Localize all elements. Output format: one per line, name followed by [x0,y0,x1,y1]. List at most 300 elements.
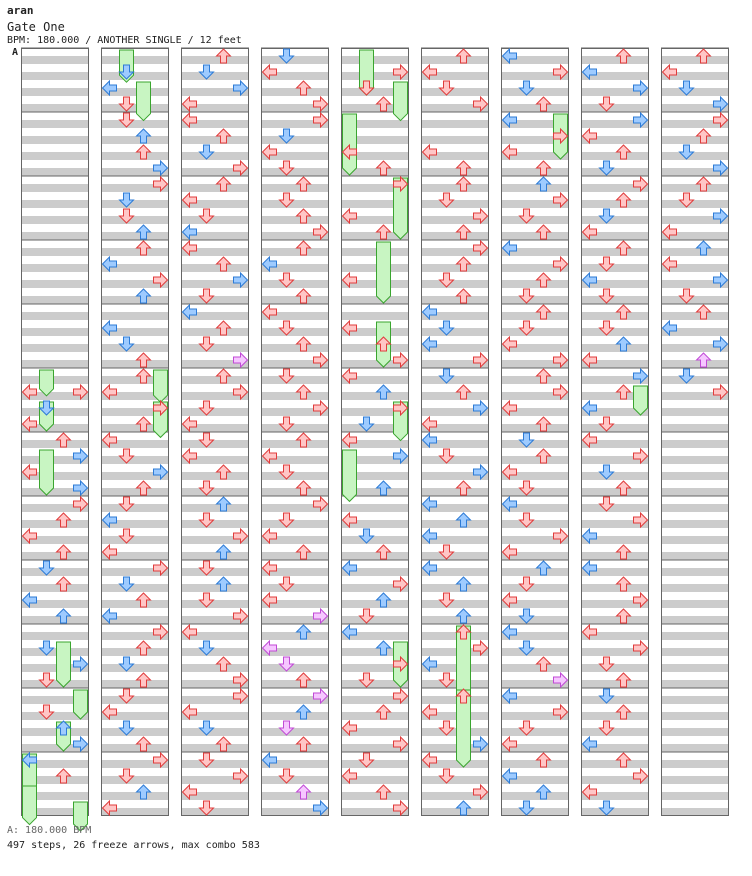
measure [661,304,729,368]
beat-stripe [341,312,409,320]
beat-stripe [181,136,249,144]
beat-stripe [261,584,329,592]
beat-stripe [581,504,649,512]
beat-stripe [101,648,169,656]
freeze-arrow [377,242,391,303]
beat-stripe [101,344,169,352]
beat-stripe [501,648,569,656]
beat-stripe [21,232,89,240]
beat-stripe [101,136,169,144]
beat-stripe [261,168,329,176]
measure [101,304,169,368]
beat-stripe [661,376,729,384]
beat-stripe [101,792,169,800]
beat-stripe [21,184,89,192]
beat-stripe [661,408,729,416]
beat-stripe [421,600,489,608]
beat-stripe [341,536,409,544]
beat-stripe [661,360,729,368]
beat-stripe [661,504,729,512]
beat-stripe [341,600,409,608]
beat-stripe [101,232,169,240]
beat-stripe [181,664,249,672]
bpm-legend: A: 180.000 BPM [7,825,92,836]
beat-stripe [101,104,169,112]
freeze-body [343,450,357,501]
beat-stripe [501,616,569,624]
beat-stripe [661,584,729,592]
beat-stripe [661,520,729,528]
beat-stripe [501,232,569,240]
beat-stripe [501,792,569,800]
beat-stripe [421,168,489,176]
beat-stripe [181,488,249,496]
beat-stripe [261,424,329,432]
beat-stripe [581,344,649,352]
freeze-body [154,370,168,402]
beat-stripe [21,376,89,384]
beat-stripe [661,600,729,608]
beat-stripe [501,184,569,192]
measure [101,240,169,304]
measure [341,240,409,304]
beat-stripe [501,328,569,336]
freeze-arrow [137,82,151,121]
beat-stripe [421,520,489,528]
beat-stripe [101,696,169,704]
beat-stripe [661,152,729,160]
measure [21,112,89,176]
beat-stripe [661,792,729,800]
beat-stripe [101,120,169,128]
freeze-arrow [23,786,37,825]
beat-stripe [101,152,169,160]
beat-stripe [261,632,329,640]
beat-stripe [261,136,329,144]
beat-stripe [661,456,729,464]
freeze-body [394,82,408,121]
beat-stripe [421,456,489,464]
beat-stripe [101,456,169,464]
beat-stripe [501,664,569,672]
beat-stripe [421,488,489,496]
beat-stripe [501,424,569,432]
beat-stripe [661,56,729,64]
beat-stripe [101,216,169,224]
beat-stripe [101,360,169,368]
beat-stripe [181,728,249,736]
beat-stripe [261,488,329,496]
beat-stripe [261,472,329,480]
beat-stripe [101,488,169,496]
beat-stripe [21,168,89,176]
beat-stripe [261,440,329,448]
chart-column [261,48,329,816]
measure [181,752,249,816]
beat-stripe [501,808,569,816]
beat-stripe [421,56,489,64]
beat-stripe [581,248,649,256]
beat-stripe [261,552,329,560]
beat-stripe [421,584,489,592]
beat-stripe [341,552,409,560]
beat-stripe [261,392,329,400]
beat-stripe [501,488,569,496]
beat-stripe [661,248,729,256]
beat-stripe [261,376,329,384]
beat-stripe [101,776,169,784]
beat-stripe [581,488,649,496]
beat-stripe [341,712,409,720]
beat-stripe [101,664,169,672]
measure [661,368,729,432]
beat-stripe [581,680,649,688]
measure [581,752,649,816]
beat-stripe [581,664,649,672]
beat-stripe [181,744,249,752]
freeze-arrow [57,642,71,687]
beat-stripe [261,216,329,224]
beat-stripe [21,296,89,304]
measure [501,368,569,432]
beat-stripe [421,808,489,816]
beat-stripe [21,280,89,288]
measure [661,432,729,496]
beat-stripe [21,584,89,592]
measure [261,432,329,496]
beat-stripe [181,472,249,480]
beat-stripe [261,296,329,304]
beat-stripe [501,376,569,384]
beat-stripe [21,312,89,320]
beat-stripe [421,184,489,192]
measure [661,240,729,304]
measure [501,176,569,240]
beat-stripe [581,472,649,480]
beat-stripe [261,728,329,736]
beat-stripe [21,552,89,560]
beat-stripe [181,344,249,352]
beat-stripe [261,280,329,288]
beat-stripe [501,584,569,592]
beat-stripe [661,312,729,320]
beat-stripe [661,424,729,432]
measure [421,176,489,240]
beat-stripe [261,744,329,752]
beat-stripe [421,280,489,288]
beat-stripe [261,776,329,784]
chart-stats: 497 steps, 26 freeze arrows, max combo 583 [7,840,260,851]
beat-stripe [661,552,729,560]
beat-stripe [661,616,729,624]
beat-stripe [661,200,729,208]
beat-stripe [421,136,489,144]
beat-stripe [21,264,89,272]
measure [21,560,89,624]
beat-stripe [581,424,649,432]
chart-column [501,48,569,816]
beat-stripe [21,568,89,576]
measure [21,176,89,240]
beat-stripe [661,712,729,720]
beat-stripe [501,296,569,304]
beat-stripe [101,248,169,256]
measure [661,752,729,816]
beat-stripe [101,296,169,304]
beat-stripe [341,792,409,800]
beat-stripe [21,632,89,640]
beat-stripe [421,296,489,304]
measure [501,560,569,624]
beat-stripe [21,328,89,336]
measure [501,432,569,496]
measure [421,112,489,176]
beat-stripe [421,88,489,96]
beat-stripe [181,264,249,272]
beat-stripe [181,808,249,816]
beat-stripe [581,152,649,160]
beat-stripe [421,632,489,640]
measure [261,240,329,304]
beat-stripe [661,536,729,544]
beat-stripe [661,760,729,768]
measure [21,48,89,112]
freeze-body [57,642,71,687]
beat-stripe [581,264,649,272]
beat-stripe [421,776,489,784]
beat-stripe [261,520,329,528]
beat-stripe [261,248,329,256]
beat-stripe [101,200,169,208]
beat-stripe [501,728,569,736]
beat-stripe [341,56,409,64]
measure [501,752,569,816]
beat-stripe [21,120,89,128]
beat-stripe [101,312,169,320]
beat-stripe [341,392,409,400]
beat-stripe [501,568,569,576]
beat-stripe [421,696,489,704]
measure [181,432,249,496]
beat-stripe [21,440,89,448]
beat-stripe [501,312,569,320]
beat-stripe [261,344,329,352]
bpm-marker: A [12,47,19,58]
beat-stripe [581,56,649,64]
measure [581,48,649,112]
beat-stripe [581,216,649,224]
measure [661,624,729,688]
freeze-arrow [394,82,408,121]
beat-stripe [421,232,489,240]
beat-stripe [421,328,489,336]
beat-stripe [21,344,89,352]
beat-stripe [661,776,729,784]
beat-stripe [21,520,89,528]
beat-stripe [661,440,729,448]
freeze-arrow [343,450,357,501]
beat-stripe [581,312,649,320]
beat-stripe [261,664,329,672]
beat-stripe [21,648,89,656]
beat-stripe [261,792,329,800]
beat-stripe [421,264,489,272]
beat-stripe [661,808,729,816]
beat-stripe [181,72,249,80]
beat-stripe [581,696,649,704]
beat-stripe [421,680,489,688]
beat-stripe [181,328,249,336]
beat-stripe [501,216,569,224]
beat-stripe [581,200,649,208]
beat-stripe [101,504,169,512]
chart-info: BPM: 180.000 / ANOTHER SINGLE / 12 feet [7,35,242,46]
measure [661,688,729,752]
beat-stripe [101,56,169,64]
measure [21,304,89,368]
chart-column [581,48,649,816]
beat-stripe [661,680,729,688]
beat-stripe [581,616,649,624]
beat-stripe [581,104,649,112]
beat-stripe [661,664,729,672]
beat-stripe [21,728,89,736]
beat-stripe [421,200,489,208]
beat-stripe [21,360,89,368]
beat-stripe [341,296,409,304]
beat-stripe [581,328,649,336]
beat-stripe [21,200,89,208]
beat-stripe [661,184,729,192]
measure [661,496,729,560]
beat-stripe [661,136,729,144]
beat-stripe [581,168,649,176]
beat-stripe [101,536,169,544]
beat-stripe [421,376,489,384]
freeze-arrow [634,386,648,415]
artist-name: aran [7,4,34,17]
chart-column [181,48,249,816]
beat-stripe [501,520,569,528]
measure [341,496,409,560]
beat-stripe [661,88,729,96]
beat-stripe [21,72,89,80]
beat-stripe [101,680,169,688]
beat-stripe [21,408,89,416]
beat-stripe [21,216,89,224]
measure [421,624,489,688]
beat-stripe [261,184,329,192]
beat-stripe [21,88,89,96]
measure [21,240,89,304]
beat-stripe [421,120,489,128]
beat-stripe [581,296,649,304]
beat-stripe [501,104,569,112]
freeze-arrow [74,690,88,719]
beat-stripe [501,88,569,96]
beat-stripe [661,696,729,704]
beat-stripe [421,552,489,560]
freeze-body [137,82,151,121]
beat-stripe [181,184,249,192]
beat-stripe [21,152,89,160]
freeze-arrow [40,450,54,495]
beat-stripe [101,72,169,80]
beat-stripe [261,680,329,688]
beat-stripe [661,744,729,752]
song-title: Gate One [7,20,65,34]
beat-stripe [341,344,409,352]
freeze-body [377,242,391,303]
beat-stripe [581,584,649,592]
freeze-arrow [154,370,168,402]
beat-stripe [421,392,489,400]
beat-stripe [581,552,649,560]
measure [181,496,249,560]
beat-stripe [181,440,249,448]
freeze-body [40,450,54,495]
measure [581,240,649,304]
beat-stripe [581,712,649,720]
beat-stripe [181,504,249,512]
freeze-body [74,690,88,719]
beat-stripe [341,264,409,272]
beat-stripe [101,744,169,752]
beat-stripe [661,648,729,656]
beat-stripe [21,56,89,64]
beat-stripe [661,568,729,576]
beat-stripe [661,728,729,736]
beat-stripe [661,472,729,480]
beat-stripe [181,760,249,768]
measure [261,624,329,688]
beat-stripe [101,584,169,592]
freeze-body [23,786,37,825]
beat-stripe [101,728,169,736]
freeze-body [634,386,648,415]
beat-stripe [501,280,569,288]
chart-column [661,48,729,816]
measure [21,624,89,688]
beat-stripe [501,440,569,448]
measure [101,688,169,752]
beat-stripe [181,648,249,656]
beat-stripe [181,520,249,528]
beat-stripe [181,600,249,608]
beat-stripe [661,632,729,640]
beat-stripe [21,104,89,112]
beat-stripe [581,728,649,736]
beat-stripe [661,296,729,304]
beat-stripe [341,504,409,512]
beat-stripe [181,296,249,304]
beat-stripe [261,328,329,336]
beat-stripe [181,408,249,416]
measure [101,48,169,112]
beat-stripe [581,760,649,768]
beat-stripe [501,760,569,768]
beat-stripe [501,456,569,464]
measure [261,368,329,432]
beat-stripe [181,56,249,64]
beat-stripe [261,56,329,64]
beat-stripe [341,760,409,768]
beat-stripe [181,376,249,384]
beat-stripe [181,152,249,160]
beat-stripe [101,600,169,608]
beat-stripe [21,616,89,624]
beat-stripe [181,568,249,576]
